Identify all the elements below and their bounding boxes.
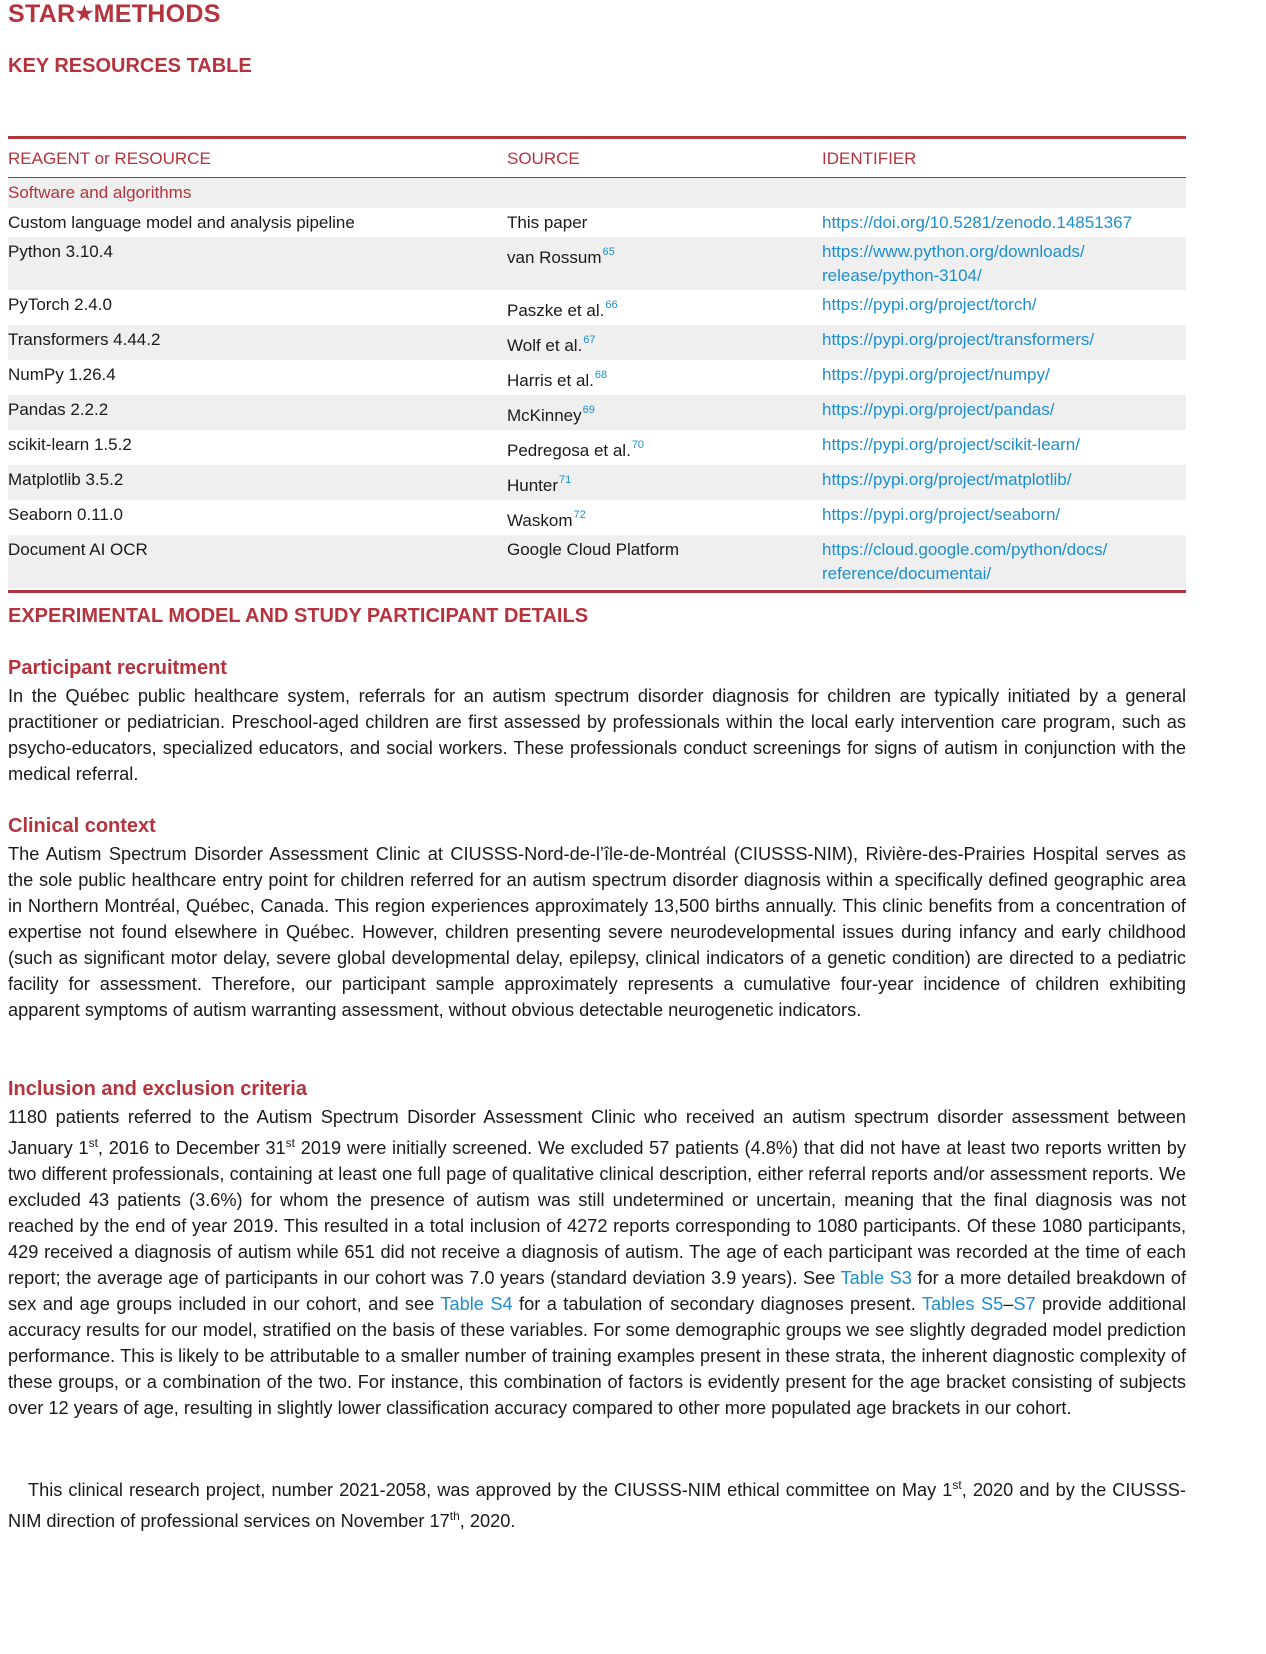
source-text: McKinney	[507, 406, 582, 425]
identifier-cell	[822, 363, 1186, 393]
table-category-row	[8, 178, 1186, 208]
identifier-link[interactable]: https://pypi.org/project/torch/	[822, 295, 1037, 314]
table-s5-link[interactable]: Tables S5	[921, 1294, 1004, 1314]
experimental-heading: EXPERIMENTAL MODEL AND STUDY PARTICIPANT DETAILS	[8, 605, 589, 627]
reference-number[interactable]: 67	[583, 334, 596, 346]
reference-number[interactable]: 69	[582, 404, 595, 416]
clinical-context-title: Clinical context	[8, 815, 156, 837]
key-resources-heading: KEY RESOURCES TABLE	[8, 55, 252, 77]
identifier-cell	[822, 398, 1186, 428]
table-row	[8, 465, 1186, 500]
reference-number[interactable]: 70	[631, 439, 645, 451]
table-row	[8, 500, 1186, 535]
source-cell	[507, 211, 822, 235]
source-text: This paper	[507, 213, 588, 232]
identifier-link-continued[interactable]: reference/documentai/	[822, 564, 992, 583]
recruitment-title: Participant recruitment	[8, 657, 227, 679]
source-text: Google Cloud Platform	[507, 540, 679, 559]
resource-cell: Python 3.10.4	[8, 242, 113, 261]
clinical-context-paragraph: The Autism Spectrum Disorder Assessment Clinic at CIUSSS-Nord-de-l’île-de-Montréal (CIUSSS-NIM), Rivière-des-Prairies Hospital serves as the sole public healthcare entry point for children referred for an autism spectrum disorder diagnosis within a specifically defined geographic area in Northern Montréal, Québec, Canada. This region experiences approximately 13,500 births annually. This clinic benefits from a concentration of expertise not found elsewhere in Québec. However, children presenting severe neurodevelopmental issues during infancy and early childhood (such as significant motor delay, severe global developmental delay, epilepsy, clinical indicators of a genetic condition) are directed to a pediatric facility for assessment. Therefore, our participant sample approximately represents a cumulative four-year incidence of children exhibiting apparent symptoms of autism warranting assessment, without obvious detectable neurogenetic indicators.	[8, 844, 1186, 1020]
source-cell	[507, 538, 822, 586]
inclusion-title: Inclusion and exclusion criteria	[8, 1078, 307, 1100]
identifier-cell	[822, 538, 1186, 586]
table-row	[8, 535, 1186, 588]
table-row	[8, 430, 1186, 465]
resource-cell: Custom language model and analysis pipeline	[8, 213, 355, 232]
reference-number[interactable]: 68	[594, 369, 608, 381]
source-text: Harris et al.	[507, 371, 594, 390]
identifier-link[interactable]: https://pypi.org/project/seaborn/	[822, 505, 1061, 524]
source-cell	[507, 503, 822, 533]
identifier-cell	[822, 211, 1186, 235]
source-cell	[507, 433, 822, 463]
identifier-cell	[822, 293, 1186, 323]
identifier-cell	[822, 328, 1186, 358]
inclusion-paragraph: 1180 patients referred to the Autism Spectrum Disorder Assessment Clinic who received an autism spectrum disorder assessment between January 1st, 2016 to December 31st 2019 were initially screened. We excluded 57 patients (4.8%) that did not have at least two reports written by two different professionals, containing at least one full page of qualitative clinical description, either referral reports and/or assessment reports. We excluded 43 patients (3.6%) for whom the presence of autism was still undetermined or uncertain, meaning that the final diagnosis was not reached by the end of year 2019. This resulted in a total inclusion of 4272 reports corresponding to 1080 participants. Of these 1080 participants, 429 received a diagnosis of autism while 651 did not receive a diagnosis of autism. The age of each participant was recorded at the time of each report; the average age of participants in our cohort was 7.0 years (standard deviation 3.9 years). See Table S3 for a more detailed breakdown of sex and age groups included in our cohort, and see Table S4 for a tabulation of secondary diagnoses present. Tables S5–S7 provide additional accuracy results for our model, stratified on the basis of these variables. For some demographic groups we see slightly degraded model prediction performance. This is likely to be attributable to a smaller number of training examples present in these strata, the inherent diagnostic complexity of these groups, or a combination of the two. For instance, this combination of factors is evidently present for the age bracket consisting of subjects over 12 years of age, resulting in slightly lower classification accuracy compared to other more populated age brackets in our cohort.	[8, 1107, 1187, 1418]
star-icon: ★	[75, 3, 94, 25]
reference-number[interactable]: 65	[602, 246, 615, 258]
resource-cell: Seaborn 0.11.0	[8, 505, 123, 524]
identifier-link[interactable]: https://pypi.org/project/matplotlib/	[822, 470, 1072, 489]
source-text: van Rossum	[507, 248, 602, 267]
source-cell	[507, 328, 822, 358]
resource-cell: Pandas 2.2.2	[8, 400, 109, 419]
category-label: Software and algorithms	[8, 183, 192, 202]
reference-number[interactable]: 66	[605, 299, 618, 311]
resource-cell: scikit-learn 1.5.2	[8, 435, 132, 454]
source-text: Pedregosa et al.	[507, 441, 631, 460]
column-header-resource: REAGENT or RESOURCE	[8, 149, 211, 168]
source-text: Paszke et al.	[507, 301, 605, 320]
source-cell	[507, 468, 822, 498]
column-header-source: SOURCE	[507, 149, 580, 168]
identifier-cell	[822, 240, 1186, 288]
table-row	[8, 395, 1186, 430]
identifier-link[interactable]: https://pypi.org/project/transformers/	[822, 330, 1095, 349]
table-bottom-rule	[8, 590, 1186, 593]
table-row	[8, 237, 1186, 290]
identifier-cell	[822, 468, 1186, 498]
source-cell	[507, 293, 822, 323]
key-resources-table	[8, 136, 1186, 593]
resource-cell: NumPy 1.26.4	[8, 365, 116, 384]
source-text: Hunter	[507, 476, 559, 495]
identifier-cell	[822, 503, 1186, 533]
identifier-cell	[822, 433, 1186, 463]
identifier-link-continued[interactable]: release/python-3104/	[822, 266, 982, 285]
identifier-link[interactable]: https://pypi.org/project/numpy/	[822, 365, 1050, 384]
reference-number[interactable]: 72	[573, 509, 586, 521]
source-cell	[507, 398, 822, 428]
table-header-row	[8, 139, 1186, 177]
table-row	[8, 325, 1186, 360]
identifier-link[interactable]: https://pypi.org/project/pandas/	[822, 400, 1055, 419]
table-row	[8, 290, 1186, 325]
table-s3-link[interactable]: Table S3	[840, 1268, 912, 1288]
recruitment-paragraph: In the Québec public healthcare system, referrals for an autism spectrum disorder diagnosis for children are typically initiated by a general practitioner or pediatrician. Preschool-aged children are first assessed by professionals within the local early intervention care program, such as psycho-educators, specialized educators, and social workers. These professionals conduct screenings for signs of autism in conjunction with the medical referral.	[8, 686, 1186, 784]
resource-cell: Matplotlib 3.5.2	[8, 470, 124, 489]
identifier-link[interactable]: https://www.python.org/downloads/	[822, 242, 1085, 261]
identifier-link[interactable]: https://pypi.org/project/scikit-learn/	[822, 435, 1080, 454]
table-s4-link[interactable]: Table S4	[440, 1294, 513, 1314]
resource-cell: Document AI OCR	[8, 540, 148, 559]
source-text: Waskom	[507, 511, 573, 530]
source-text: Wolf et al.	[507, 336, 583, 355]
source-cell	[507, 240, 822, 288]
reference-number[interactable]: 71	[559, 474, 572, 486]
ethics-paragraph: This clinical research project, number 2021-2058, was approved by the CIUSSS-NIM ethical committee on May 1st, 2020 and by the CIUSSS-NIM direction of professional services on November 17th, 2020.	[8, 1478, 1186, 1531]
resource-cell: PyTorch 2.4.0	[8, 295, 112, 314]
table-row	[8, 208, 1186, 237]
column-header-identifier: IDENTIFIER	[822, 149, 917, 168]
table-s7-link[interactable]: S7	[1013, 1294, 1036, 1314]
star-methods-header: STAR★METHODS	[8, 0, 221, 28]
resource-cell: Transformers 4.44.2	[8, 330, 161, 349]
table-body	[8, 208, 1186, 588]
identifier-link[interactable]: https://cloud.google.com/python/docs/	[822, 540, 1108, 559]
identifier-link[interactable]: https://doi.org/10.5281/zenodo.14851367	[822, 213, 1133, 232]
source-cell	[507, 363, 822, 393]
table-row	[8, 360, 1186, 395]
